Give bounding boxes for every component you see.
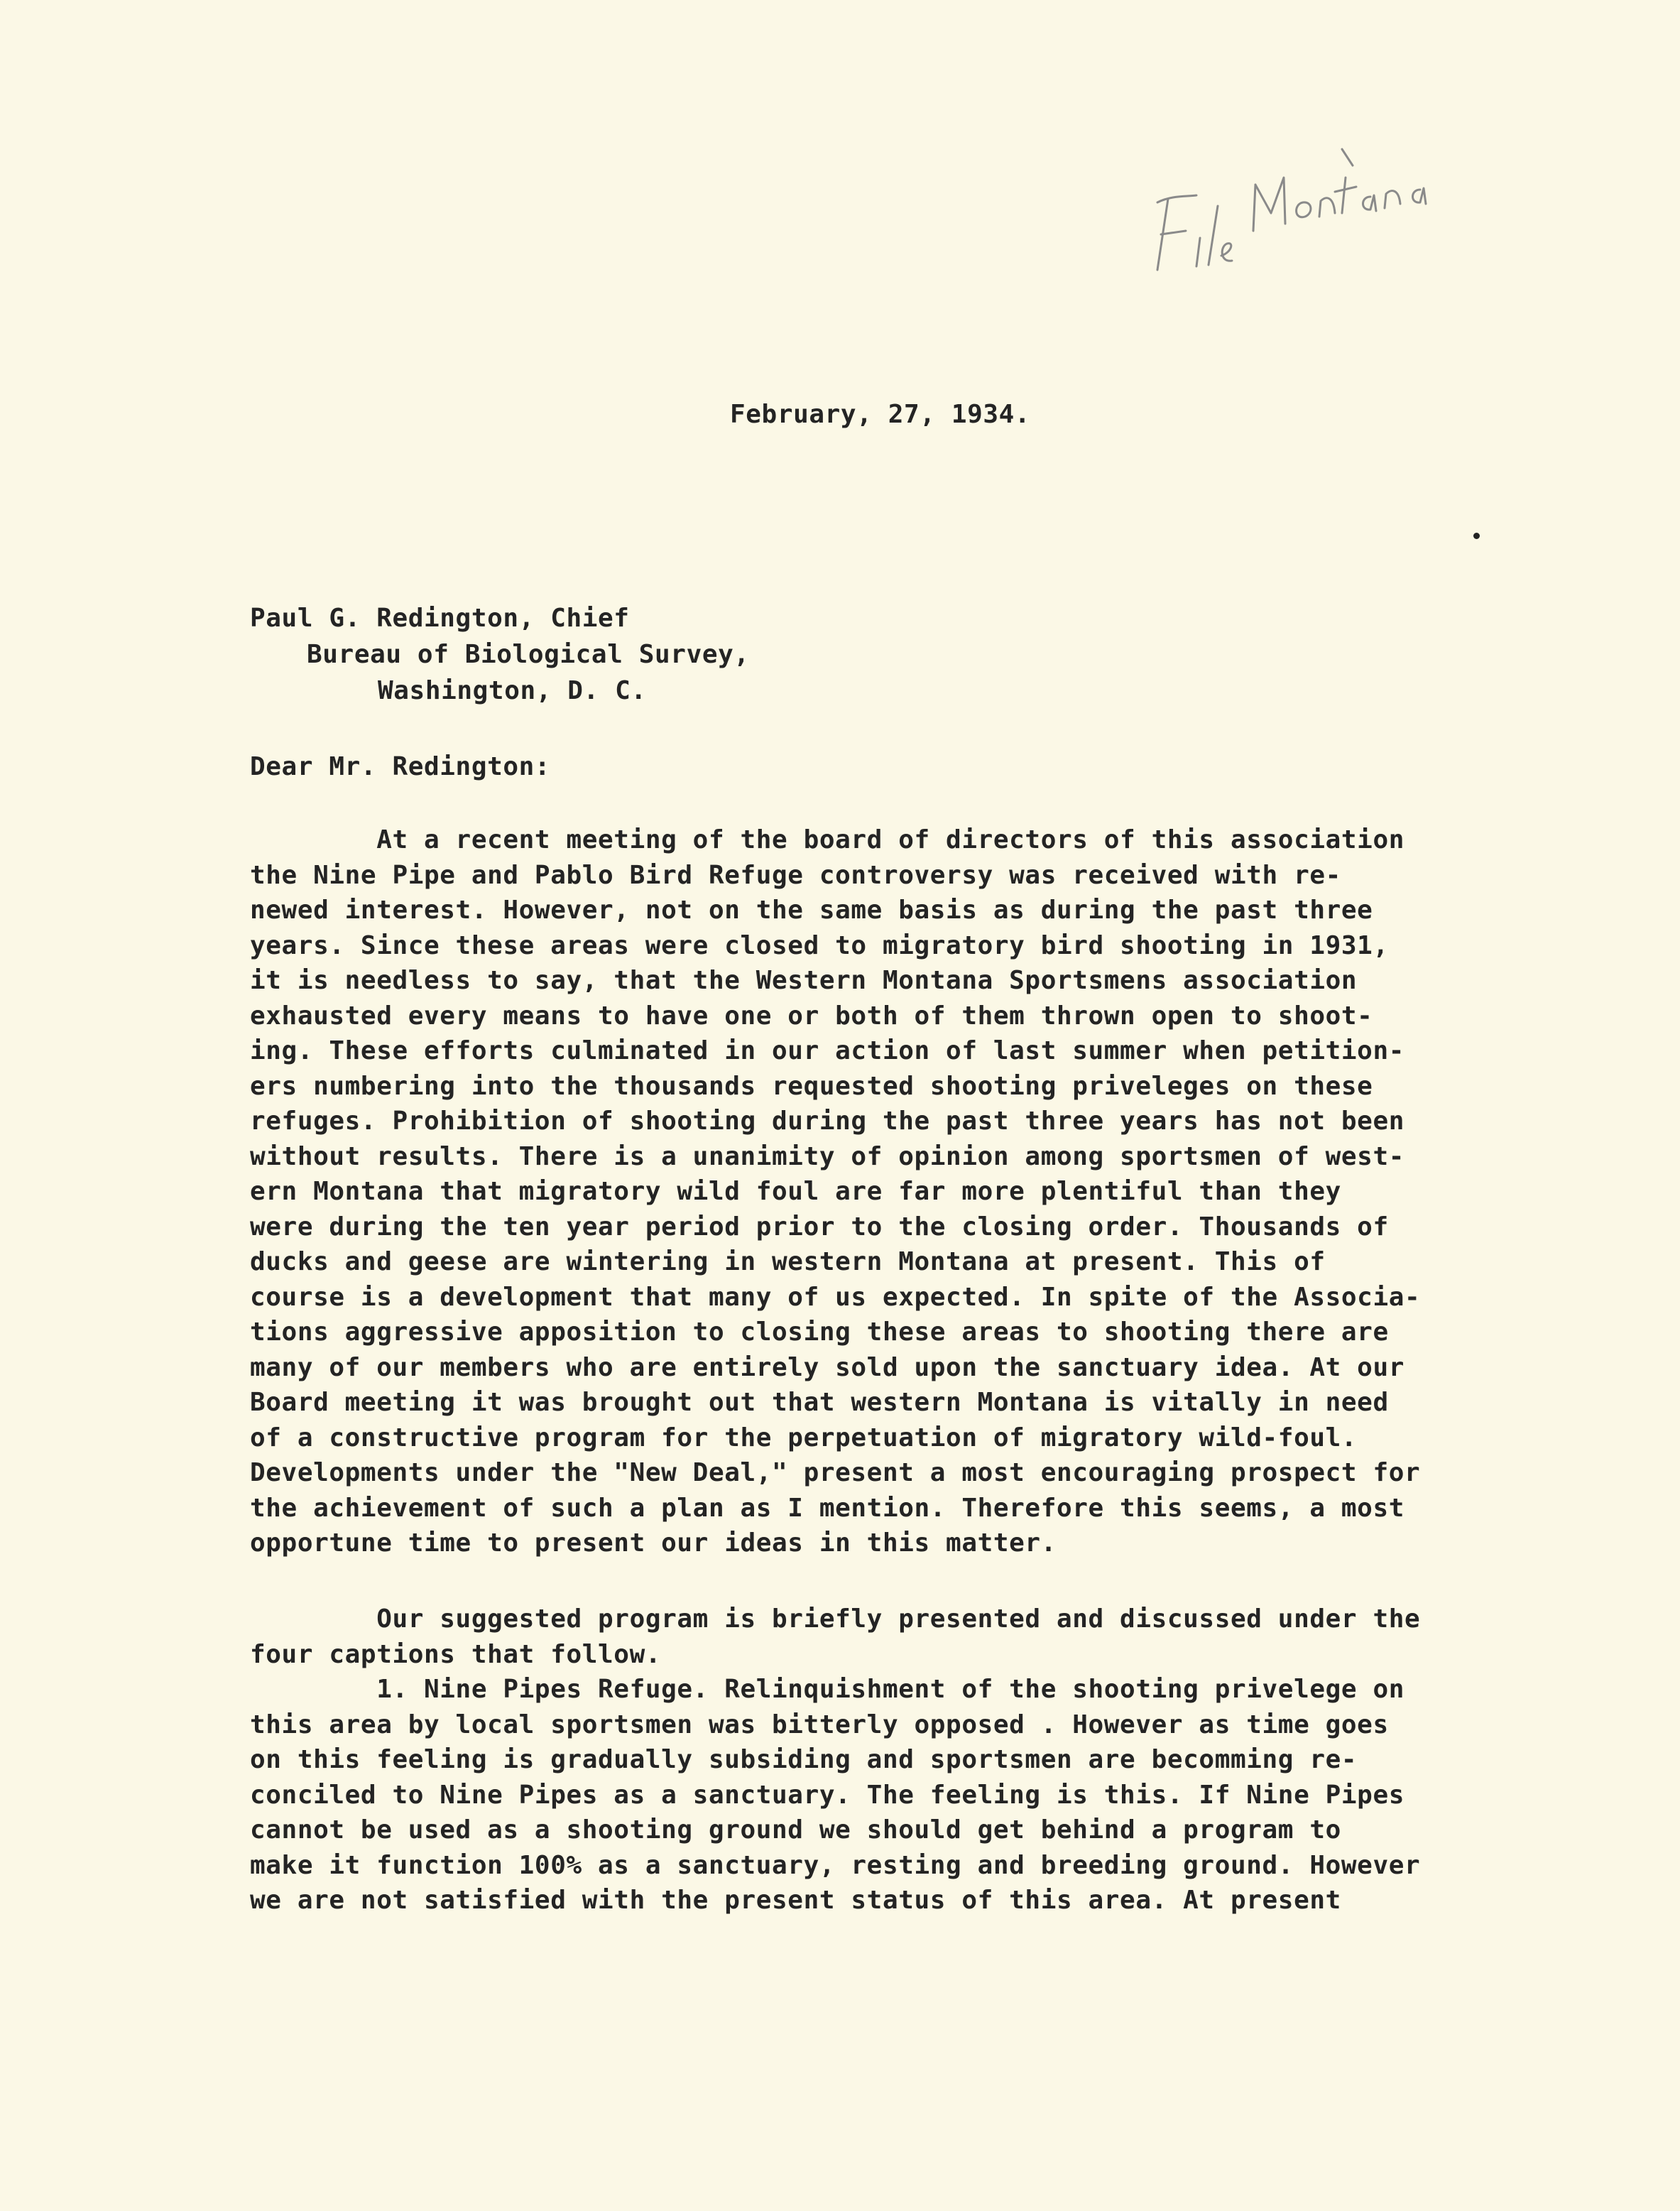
recipient-name-line: Paul G. Redington, Chief: [250, 604, 630, 633]
text-line: the achievement of such a plan as I mention. Therefore this seems, a most: [250, 1493, 1404, 1523]
text-line: ducks and geese are wintering in western Montana at present. This of: [250, 1247, 1326, 1276]
text-line: cannot be used as a shooting ground we should get behind a program to: [250, 1815, 1341, 1845]
ink-dot: [1473, 533, 1480, 539]
text-line: four captions that follow.: [250, 1639, 662, 1669]
text-line: exhausted every means to have one or both of them thrown open to shoot-: [250, 1001, 1373, 1031]
text-line: ers numbering into the thousands requested shooting priveleges on these: [250, 1071, 1373, 1101]
text-line: many of our members who are entirely sold upon the sanctuary idea. At our: [250, 1352, 1404, 1382]
body-paragraph-2: [250, 1602, 1420, 1918]
text-line: ern Montana that migratory wild foul are far more plentiful than they: [250, 1177, 1341, 1206]
salutation: Dear Mr. Redington:: [250, 752, 551, 781]
recipient-city-line: Washington, D. C.: [378, 676, 647, 705]
text-line: course is a development that many of us expected. In spite of the Associa-: [250, 1282, 1421, 1312]
text-line: were during the ten year period prior to the closing order. Thousands of: [250, 1212, 1389, 1242]
text-line: ing. These efforts culminated in our action of last summer when petition-: [250, 1036, 1404, 1065]
recipient-organization-line: Bureau of Biological Survey,: [307, 640, 750, 669]
text-line: newed interest. However, not on the same basis as during the past three: [250, 896, 1373, 925]
text-line: make it function 100% as a sanctuary, resting and breeding ground. However: [250, 1850, 1421, 1880]
text-line: tions aggressive apposition to closing these areas to shooting there are: [250, 1318, 1389, 1347]
text-line: Board meeting it was brought out that western Montana is vitally in need: [250, 1388, 1389, 1417]
text-line: of a constructive program for the perpetuation of migratory wild-foul.: [250, 1423, 1358, 1452]
handwritten-annotation: [1129, 146, 1484, 288]
text-line: on this feeling is gradually subsiding and sportsmen are becomming re-: [250, 1745, 1358, 1774]
text-line: opportune time to present our ideas in this matter.: [250, 1528, 1057, 1558]
body-paragraph-1: [250, 822, 1420, 1561]
text-line: Developments under the "New Deal," present a most encouraging prospect for: [250, 1458, 1421, 1487]
text-line: 1. Nine Pipes Refuge. Relinquishment of the shooting privelege on: [250, 1675, 1404, 1704]
text-line: we are not satisfied with the present status of this area. At present: [250, 1886, 1341, 1915]
text-line: conciled to Nine Pipes as a sanctuary. The feeling is this. If Nine Pipes: [250, 1780, 1404, 1810]
text-line: the Nine Pipe and Pablo Bird Refuge controversy was received with re-: [250, 860, 1341, 890]
text-line: Our suggested program is briefly presented and discussed under the: [250, 1604, 1421, 1634]
text-line: it is needless to say, that the Western Montana Sportsmens association: [250, 966, 1358, 995]
text-line: refuges. Prohibition of shooting during the past three years has not been: [250, 1107, 1404, 1136]
text-line: years. Since these areas were closed to migratory bird shooting in 1931,: [250, 930, 1389, 960]
letter-date: February, 27, 1934.: [730, 400, 1031, 429]
text-line: At a recent meeting of the board of directors of this association: [250, 825, 1404, 854]
text-line: this area by local sportsmen was bitterly opposed . However as time goes: [250, 1710, 1389, 1739]
text-line: without results. There is a unanimity of opinion among sportsmen of west-: [250, 1141, 1404, 1171]
